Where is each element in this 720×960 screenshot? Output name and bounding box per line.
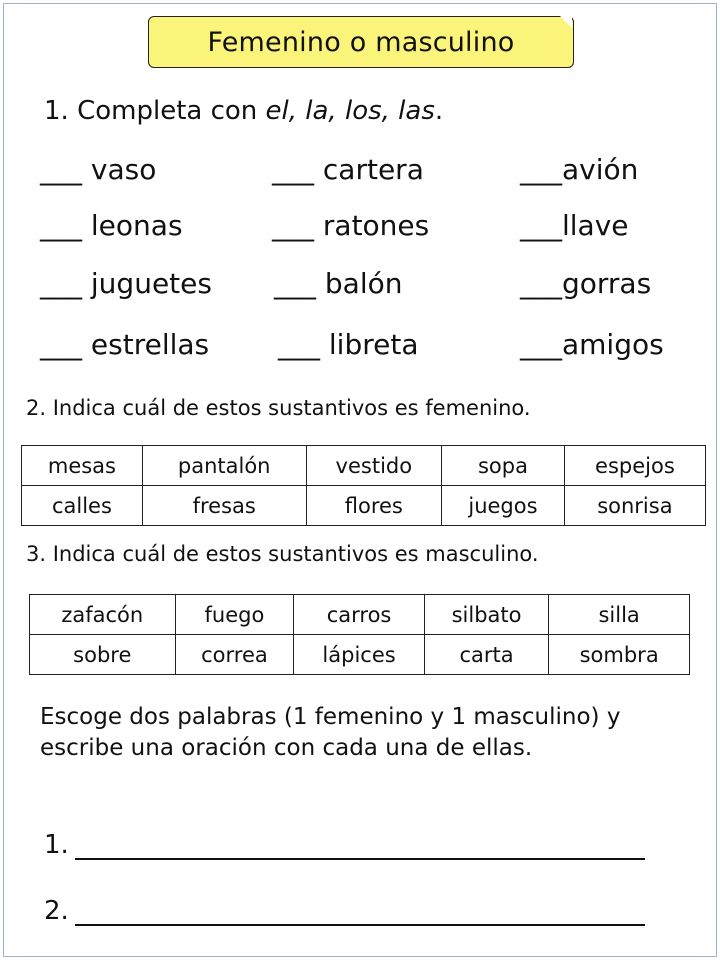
word-cell[interactable]: pantalón	[142, 446, 306, 486]
fill-word: leonas	[90, 209, 183, 242]
writing-line[interactable]	[75, 832, 645, 860]
fill-item[interactable]	[520, 153, 638, 186]
table-row	[22, 446, 706, 486]
section3-heading: 3. Indica cuál de estos sustantivos es masculino.	[26, 542, 539, 566]
fill-item[interactable]	[274, 267, 403, 300]
sentence-line-number: 2.	[44, 896, 69, 926]
feminine-word-table	[21, 445, 706, 526]
section2-heading: 2. Indica cuál de estos sustantivos es femenino.	[26, 396, 531, 420]
word-cell[interactable]: flores	[306, 486, 442, 526]
table-row	[22, 486, 706, 526]
answer-blank[interactable]: ___	[278, 328, 320, 361]
word-cell[interactable]: carta	[424, 635, 549, 675]
answer-blank[interactable]: ___	[520, 267, 562, 300]
sentence-line-number: 1.	[44, 830, 69, 860]
fill-word: ratones	[322, 209, 430, 242]
section1-number: 1.	[44, 96, 69, 126]
word-cell[interactable]: silbato	[424, 595, 549, 635]
fill-word: libreta	[328, 328, 419, 361]
fill-item[interactable]	[40, 267, 212, 300]
word-cell[interactable]: sonrisa	[564, 486, 705, 526]
sentence-line-1[interactable]	[44, 830, 645, 860]
answer-blank[interactable]: ___	[520, 209, 562, 242]
word-cell[interactable]: fresas	[142, 486, 306, 526]
sentence-line-2[interactable]	[44, 896, 645, 926]
word-cell[interactable]: vestido	[306, 446, 442, 486]
word-cell[interactable]: lápices	[294, 635, 424, 675]
fill-item[interactable]	[272, 153, 424, 186]
word-cell[interactable]: carros	[294, 595, 424, 635]
page-title	[148, 16, 574, 68]
answer-blank[interactable]: ___	[40, 153, 82, 186]
answer-blank[interactable]: ___	[274, 267, 316, 300]
section1-period: .	[434, 96, 444, 126]
fill-item[interactable]	[40, 153, 156, 186]
fill-item[interactable]	[520, 209, 629, 242]
fill-item[interactable]	[272, 209, 429, 242]
answer-blank[interactable]: ___	[40, 267, 82, 300]
answer-blank[interactable]: ___	[272, 209, 314, 242]
fill-word: juguetes	[90, 267, 212, 300]
fill-word: avión	[562, 153, 639, 186]
word-cell[interactable]: correa	[175, 635, 294, 675]
answer-blank[interactable]: ___	[40, 328, 82, 361]
word-cell[interactable]: juegos	[442, 486, 565, 526]
word-cell[interactable]: sombra	[549, 635, 690, 675]
section4-instruction: Escoge dos palabras (1 femenino y 1 masculino) y escribe una oración con cada una de ellas.	[40, 704, 621, 761]
fill-item[interactable]	[520, 267, 651, 300]
fill-word: estrellas	[90, 328, 210, 361]
fill-item[interactable]	[40, 328, 209, 361]
answer-blank[interactable]: ___	[272, 153, 314, 186]
fill-word: vaso	[90, 153, 157, 186]
answer-blank[interactable]: ___	[520, 328, 562, 361]
answer-blank[interactable]: ___	[520, 153, 562, 186]
fill-word: cartera	[322, 153, 424, 186]
word-cell[interactable]: mesas	[22, 446, 143, 486]
fill-word: gorras	[562, 267, 652, 300]
fill-item[interactable]	[278, 328, 419, 361]
fill-word: amigos	[562, 328, 664, 361]
fill-item[interactable]	[40, 209, 183, 242]
word-cell[interactable]: fuego	[175, 595, 294, 635]
section1-instruction	[44, 96, 443, 126]
word-cell[interactable]: silla	[549, 595, 690, 635]
word-cell[interactable]: zafacón	[30, 595, 176, 635]
section1-instruction-text: Completa con	[77, 96, 258, 126]
page-title-text: Femenino o masculino	[207, 26, 515, 58]
fill-word: balón	[324, 267, 403, 300]
table-row	[30, 635, 690, 675]
masculine-word-table	[29, 594, 690, 675]
word-cell[interactable]: sopa	[442, 446, 565, 486]
word-cell[interactable]: calles	[22, 486, 143, 526]
table-row	[30, 595, 690, 635]
word-cell[interactable]: sobre	[30, 635, 176, 675]
answer-blank[interactable]: ___	[40, 209, 82, 242]
word-cell[interactable]: espejos	[564, 446, 705, 486]
fill-word: llave	[562, 209, 629, 242]
section1-articles: el, la, los, las	[265, 96, 435, 126]
title-folded-corner	[560, 16, 572, 28]
writing-line[interactable]	[75, 898, 645, 926]
fill-item[interactable]	[520, 328, 664, 361]
